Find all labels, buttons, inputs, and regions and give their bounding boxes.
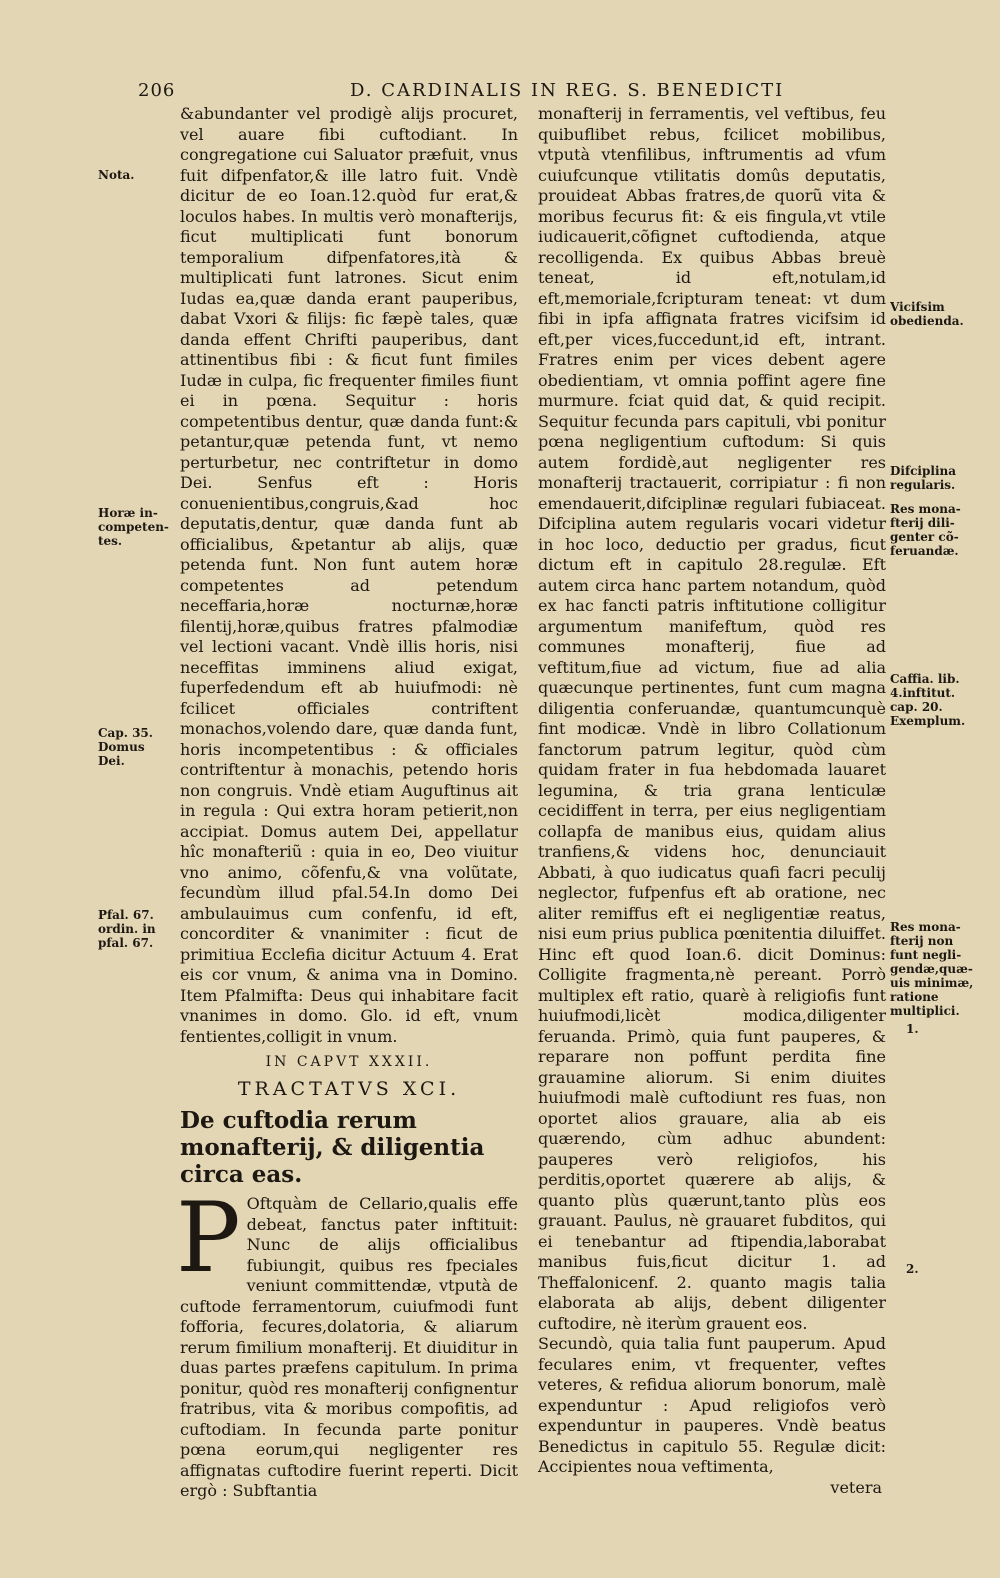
margin-note-vicissim: Vicifsim obedienda. xyxy=(890,300,964,328)
chapter-heading: IN CAPVT XXXII. xyxy=(265,1054,433,1070)
margin-note-nota: Nota. xyxy=(98,168,135,182)
right-paragraph-1: monafterij in ferramentis, vel veftibus, feu quibuflibet rebus, fcilicet mobilibus, vtputà vtenfilibus, inftrumentis ad vfum cuiufcunque vtilitatis domûs deputatis, prouideat Abbas fratres,de quorũ vita & moribus fecurus fit: & eis fingula,vt vtile iudicauerit,cõfignet cuftodienda, atque recolligenda. Ex quibus Abbas breuè teneat, id eft,notulam,id eft,memoriale,fcripturam teneat: vt dum fibi in ipfa affignata fratres vicifsim id eft,per vices,fuccedunt,id eft, intrant. Fratres enim per vices debent agere obedientiam, vt omnia poffint agere fine murmure. fciat quid dat, & quid recipit. Sequitur fecunda pars capituli, vbi ponitur pœna negligentium cuftodum: Si quis autem fordidè,aut negligenter res monafterij tractauerit, corripiatur : fi non emendauerit,difciplinæ regulari fubiaceat. Difciplina autem regularis vocari videtur in hoc loco, deductio per gradus, ficut dictum eft in capitulo 28.regulæ. Eft autem circa hanc partem notandum, quòd ex hac fancti patris inftitutione colligitur argumentum manifeftum, quòd res communes monafterij, fiue ad veftitum,fiue ad victum, fiue ad alia quæcunque pertinentes, funt cum magna diligentia conferuandæ, quantumcunquè fint modicæ. Vndè in libro Collationum fanctorum patrum legitur, quòd cùm quidam frater in fua hebdomada lauaret legumina, & tria grana lenticulæ cecidiffent in terra, per eius negligentiam collapfa de manibus eius, quidam alius tranfiens,& videns hoc, denunciauit Abbati, à quo iudicatus quafi facri peculij neglector, fufpenfus eft ab oratione, nec aliter remiffus eft ei negligentiæ reatus, nisi eum prius publica pœnitentia diluiffet. Hinc eft quod Ioan.6. dicit Dominus: Colligite fragmenta,nè pereant. Porrò multiplex eft ratio, quarè à religiofis funt huiufmodi,licèt modica,diligenter feruanda. Primò, quia funt pauperes, & reparare non poffunt perdita fine grauamine aliorum. Si enim diuites huiufmodi malè cuftodiunt res fuas, non oportet alios grauare, alia ab eis quærendo, cùm adhuc abundent: pauperes verò religiofos, his perditis,oportet quærere ab alijs, & quanto plùs quærunt,tanto plùs eos grauant. Paulus, nè grauaret fubditos, qui ei tenebantur ad ftipendia,laborabat manibus fuis,ficut dicitur 1. ad Theffalonicenf. 2. quanto magis talia elaborata ab alijs, debent diligenter cuftodire, nè iterùm grauent eos. xyxy=(538,104,886,1333)
left-text-column xyxy=(176,104,518,1502)
margin-number-1: 1. xyxy=(906,1022,919,1036)
margin-number-2: 2. xyxy=(906,1262,919,1276)
margin-note-psal: Pfal. 67. ordin. in pfal. 67. xyxy=(98,908,156,950)
right-text-column xyxy=(538,104,886,1498)
margin-note-cassianus: Caffia. lib. 4.inftitut. cap. 20. Exemplum. xyxy=(890,672,966,728)
margin-note-horae: Horæ in- competen- tes. xyxy=(98,506,169,548)
left-paragraph-2 xyxy=(176,1182,518,1502)
catchword: vetera xyxy=(830,1477,882,1497)
tractatus-heading: TRACTATVS XCI. xyxy=(237,1078,461,1100)
running-title: D. CARDINALIS IN REG. S. BENEDICTI xyxy=(350,80,785,101)
left-paragraph-1: &abundanter vel prodigè alijs procuret, vel auare fibi cuftodiant. In congregatione cui Saluator præfuit, vnus fuit difpenfator,& ille latro fuit. Vndè dicitur de eo Ioan.12.quòd fur erat,& loculos habes. In multis verò monafterijs, ficut multiplicati funt bonorum temporalium difpenfatores,ità & multiplicati funt latrones. Sicut enim Iudas ea,quæ danda erant pauperibus, dabat Vxori & filijs: fic fæpè tales, quæ danda effent Chrifti pauperibus, dant attinentibus fibi : & ficut funt fimiles Iudæ in culpa, fic frequenter fimiles fiunt ei in pœna. Sequitur : horis competentibus dentur, quæ danda funt:& petantur,quæ petenda funt, vt nemo perturbetur, nec contriftetur in domo Dei. Senfus eft : Horis conuenientibus,congruis,&ad hoc deputatis,dentur, quæ danda funt ab officialibus, &petantur ab alijs, quæ petenda funt. Non funt autem horæ competentes ad petendum neceffaria,horæ nocturnæ,horæ filentij,horæ,quibus fratres pfalmodiæ vel lectioni vacant. Vndè illis horis, nisi neceffitas imminens aliud exigat, fuperfedendum eft ab huiufmodi: nè fcilicet officiales contriftent monachos,volendo dare, quæ danda funt, horis incompetentibus : & officiales contriftentur à monachis, petendo horis non congruis. Vndè etiam Auguftinus ait in regula : Qui extra horam petierit,non accipiat. Domus autem Dei, appellatur hîc monafteriũ : quia in eo, Deo viuitur vno animo, cõfenfu,& vna volũtate, fecundùm illud pfal.54.In domo Dei ambulauimus cum confenfu, id eft, concorditer & vnanimiter : ficut de primitiua Ecclefia dicitur Actuum 4. Erat eis cor vnum, & anima vna in Domino. Item Pfalmifta: Deus qui inhabitare facit vnanimes in domo. Glo. id eft, vnum fentientes,colligit in vnum. xyxy=(180,104,518,1046)
right-paragraph-2: Secundò, quia talia funt pauperum. Apud feculares enim, vt frequenter, veftes veteres, & refidua aliorum bonorum, malè expenduntur : Apud religiofos verò expenduntur in pauperes. Vndè beatus Benedictus in capitulo 55. Regulæ dicit: Accipientes noua veftimenta, xyxy=(538,1334,886,1476)
margin-note-disciplina: Difciplina regularis. xyxy=(890,464,956,492)
treatise-title: De cuftodia rerum monafterij, & diligentia circa eas. xyxy=(180,1107,485,1188)
margin-note-res-conservandae: Res mona- fterij dili- genter cõ- feruandæ. xyxy=(890,502,961,558)
margin-note-res-negligendae: Res mona- fterij non funt negli- gendæ,quæ- uis minimæ, ratione multiplici. xyxy=(890,920,974,1018)
margin-note-cap35: Cap. 35. Domus Dei. xyxy=(98,726,153,768)
page-number: 206 xyxy=(138,80,176,101)
drop-capital: P xyxy=(176,1182,241,1294)
left-paragraph-2-text: Oftquàm de Cellario,qualis effe debeat, fanctus pater inftituit: Nunc de alijs officialibus fubiungit, quibus res fpeciales veniunt committendæ, vtputà de cuftode ferramentorum, cuiufmodi funt fofforia, fecures,dolatoria, & aliarum rerum fimilium monafterij. Et diuiditur in duas partes præfens capitulum. In prima ponitur, quòd res monafterij confignentur fratribus, vita & moribus compofitis, ad cuftodiam. In fecunda parte ponitur pœna eorum,qui negligenter res affignatas cuftodire fuerint reperti. Dicit ergò : Subftantia xyxy=(180,1194,518,1500)
